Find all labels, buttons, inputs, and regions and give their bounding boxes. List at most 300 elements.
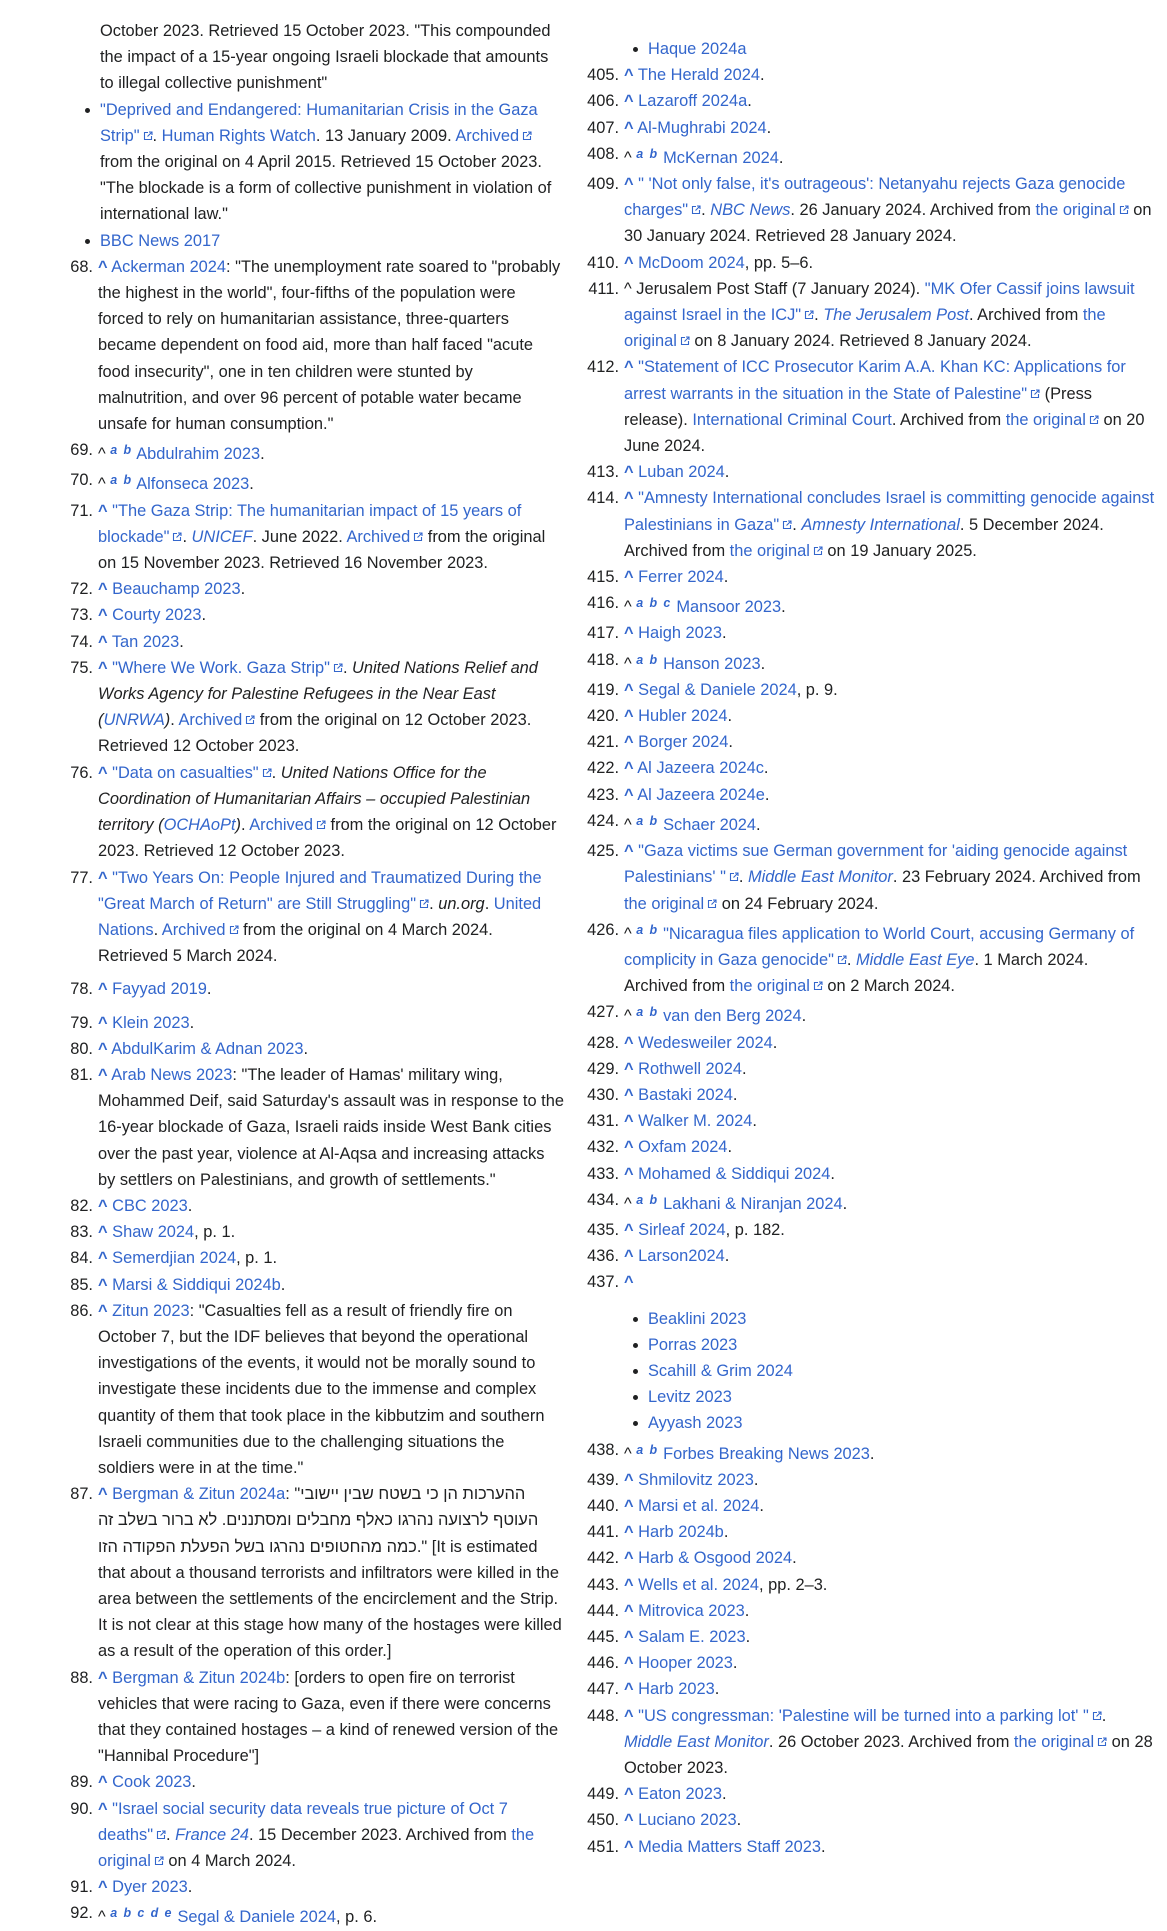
backlink-caret[interactable]: ^ [98, 257, 108, 276]
backlink-caret[interactable]: ^ [98, 1039, 108, 1058]
citation-text: . [772, 1033, 778, 1052]
backlink-caret[interactable]: ^ [624, 707, 634, 726]
citation-link[interactable]: Haque 2024a [648, 40, 747, 58]
backlink-caret[interactable]: ^ [624, 1601, 634, 1620]
citation-link[interactable]: Harb & Osgood 2024 [638, 1549, 793, 1568]
citation-link[interactable]: Wells et al. 2024 [638, 1575, 760, 1594]
citation-link[interactable]: Ayyash 2023 [648, 1414, 743, 1433]
citation-link[interactable]: Archived [178, 711, 243, 730]
citation-link[interactable]: Middle East Eye [856, 950, 975, 969]
citation-link[interactable]: the original [1005, 410, 1086, 429]
citation-link[interactable]: Archived [455, 126, 520, 145]
backlink-letters[interactable]: a b [636, 1005, 659, 1020]
backlink-caret[interactable]: ^ [98, 1908, 106, 1927]
backlink-caret[interactable]: ^ [624, 1220, 634, 1239]
citation-text: . [271, 763, 281, 782]
backlink-caret[interactable]: ^ [98, 580, 108, 599]
citation-text: . [179, 632, 184, 651]
citation-text: . [778, 148, 784, 167]
citation-link[interactable]: Klein 2023 [112, 1013, 190, 1032]
citation-link[interactable]: Arab News 2023 [111, 1065, 233, 1084]
citation-link[interactable]: Abdulrahim 2023 [136, 445, 261, 464]
citation-text: . 13 January 2009. [315, 126, 456, 145]
reference-number: 420. [587, 707, 619, 726]
citation-link[interactable]: Salam E. 2023 [638, 1627, 746, 1646]
backlink-caret[interactable]: ^ [98, 1301, 108, 1320]
backlink-caret[interactable]: ^ [98, 445, 106, 464]
citation-text: from the original on 12 October 2023. Retrieved 12 October 2023. [98, 816, 557, 861]
citation-link[interactable]: "Amnesty International concludes Israel is committing genocide against Palestinians in Gaza" [624, 489, 1155, 534]
citation-link[interactable]: Mansoor 2023 [676, 598, 782, 617]
reference-number: 85. [70, 1275, 93, 1294]
citation-link[interactable]: Harb 2024b [638, 1523, 724, 1542]
citation-text: . [722, 1785, 727, 1804]
citation-link[interactable]: Shmilovitz 2023 [638, 1470, 754, 1489]
citation-text: . [166, 1825, 176, 1844]
citation-link[interactable]: Segal & Daniele 2024 [638, 680, 797, 699]
backlink-caret[interactable]: ^ [624, 598, 632, 617]
backlink-caret[interactable]: ^ [624, 1059, 634, 1078]
citation-link[interactable]: The Jerusalem Post [823, 306, 969, 325]
reference-item [580, 620, 1155, 646]
citation-text: on 8 January 2024. Retrieved 8 January 2024. [689, 332, 1032, 351]
citation-text: . [756, 815, 761, 834]
citation-link[interactable]: Wedesweiler 2024 [638, 1033, 773, 1052]
citation-link[interactable]: Ackerman 2024 [111, 257, 227, 276]
external-link-icon [813, 981, 823, 991]
citation-link[interactable]: Shaw 2024 [112, 1223, 195, 1242]
backlink-letters[interactable]: a b [636, 146, 659, 161]
backlink-letters[interactable]: a b [636, 1192, 659, 1207]
backlink-caret[interactable]: ^ [624, 1654, 634, 1673]
citation-link[interactable]: Media Matters Staff 2023 [638, 1837, 821, 1856]
external-link-icon [804, 310, 814, 320]
reference-item [0, 1796, 565, 1875]
backlink-letters[interactable]: a b [636, 1442, 659, 1457]
citation-link[interactable]: "Israel social security data reveals true picture of Oct 7 deaths" [98, 1799, 508, 1844]
citation-link[interactable]: Bergman & Zitun 2024a [112, 1485, 286, 1504]
backlink-caret[interactable]: ^ [98, 763, 108, 782]
backlink-caret[interactable]: ^ [98, 1799, 108, 1818]
citation-link[interactable]: The Herald 2024 [637, 66, 760, 85]
citation-link[interactable]: United Nations [98, 894, 542, 939]
reference-number: 431. [587, 1112, 619, 1131]
backlink-caret[interactable]: ^ [624, 654, 632, 673]
external-link-icon [143, 131, 153, 141]
backlink-caret[interactable]: ^ [624, 1273, 634, 1292]
citation-link[interactable]: "Deprived and Endangered: Humanitarian Crisis in the Gaza Strip" [100, 100, 538, 145]
citation-link[interactable]: "Gaza victims sue German government for 'aiding genocide against Palestinians' " [624, 842, 1128, 887]
reference-item [580, 459, 1155, 485]
reference-item [580, 590, 1155, 620]
citation-text: . [760, 654, 766, 673]
citation-text: . [728, 733, 733, 752]
backlink-caret[interactable]: ^ [624, 148, 632, 167]
citation-link[interactable]: Harb 2023 [638, 1680, 715, 1699]
references-column-left [0, 18, 565, 1931]
reference-number: 77. [70, 868, 93, 887]
backlink-caret[interactable]: ^ [624, 92, 634, 111]
backlink-caret[interactable]: ^ [98, 1223, 108, 1242]
reference-number: 91. [70, 1878, 93, 1897]
citation-link[interactable]: NBC News [710, 201, 791, 220]
backlink-caret[interactable]: ^ [624, 1007, 632, 1026]
citation-link[interactable]: Human Rights Watch [161, 126, 316, 145]
backlink-caret[interactable]: ^ [624, 1112, 634, 1131]
reference-number: 427. [587, 1003, 619, 1022]
citation-link[interactable]: Borger 2024 [638, 733, 729, 752]
backlink-caret[interactable]: ^ [624, 118, 634, 137]
citation-text: . [744, 1601, 750, 1620]
backlink-caret[interactable]: ^ [98, 1773, 108, 1792]
backlink-letters[interactable]: a b [110, 473, 133, 488]
citation-text: . [723, 568, 729, 587]
reference-number: 439. [587, 1470, 619, 1489]
citation-link[interactable]: Bergman & Zitun 2024b [112, 1668, 286, 1687]
citation-text: on 30 January 2024. Retrieved 28 January 2024. [624, 201, 1152, 246]
citation-link[interactable]: the original [624, 894, 705, 913]
backlink-caret[interactable]: ^ [624, 785, 634, 804]
citation-link[interactable]: Sirleaf 2024 [638, 1220, 726, 1239]
citation-text: . [792, 515, 802, 534]
reference-number: 430. [587, 1085, 619, 1104]
citation-link[interactable]: Luban 2024 [638, 463, 725, 482]
backlink-caret[interactable]: ^ [624, 815, 632, 834]
backlink-letters[interactable]: a b [636, 652, 659, 667]
backlink-caret[interactable]: ^ [624, 1627, 634, 1646]
reference-number: 444. [587, 1601, 619, 1620]
list-item [648, 1358, 1155, 1384]
citation-link[interactable]: "Nicaragua files application to World Court, accusing Germany of complicity in Gaza genocide" [624, 924, 1135, 969]
reference-item [580, 808, 1155, 838]
references-column-right [580, 36, 1155, 1860]
reference-number: 443. [587, 1575, 619, 1594]
backlink-caret[interactable]: ^ [624, 624, 634, 643]
reference-item [0, 1219, 565, 1245]
backlink-caret[interactable]: ^ [624, 1194, 632, 1213]
citation-link[interactable]: Archived [161, 920, 226, 939]
citation-link[interactable]: "Two Years On: People Injured and Traumatized During the "Great March of Return" are Still Struggling" [98, 868, 542, 913]
citation-link[interactable]: Lakhani & Niranjan 2024 [663, 1194, 843, 1213]
backlink-caret[interactable]: ^ [98, 868, 108, 887]
reference-item [0, 1665, 565, 1770]
citation-text: . [738, 868, 748, 887]
reference-continuation [580, 36, 1155, 62]
citation-link[interactable]: van den Berg 2024 [663, 1007, 802, 1026]
citation-link[interactable]: BBC News 2017 [100, 231, 221, 250]
reference-item [580, 1703, 1155, 1782]
citation-link[interactable]: Tan 2023 [111, 632, 180, 651]
citation-text: . [759, 1496, 764, 1515]
citation-text: . [187, 1196, 193, 1215]
external-link-icon [1119, 205, 1129, 215]
citation-text: . [191, 1773, 196, 1792]
reference-item [0, 1010, 565, 1036]
citation-text: . [701, 201, 711, 220]
reference-item [580, 647, 1155, 677]
citation-link[interactable]: Al-Mughrabi 2024 [637, 118, 767, 137]
citation-text: . [869, 1444, 875, 1463]
citation-link[interactable]: Hubler 2024 [638, 707, 728, 726]
reference-number: 83. [70, 1223, 93, 1242]
citation-link[interactable]: Amnesty International [801, 515, 960, 534]
backlink-letters[interactable]: a b [636, 922, 659, 937]
citation-link[interactable]: the original [624, 306, 1106, 351]
citation-text: . [714, 1680, 720, 1699]
external-link-icon [680, 336, 690, 346]
citation-link[interactable]: Oxfam 2024 [638, 1138, 728, 1157]
reference-number: 416. [587, 594, 619, 613]
citation-link[interactable]: Courty 2023 [112, 606, 202, 625]
reference-item [580, 171, 1155, 250]
citation-text: . [240, 580, 246, 599]
backlink-letters[interactable]: a b [110, 443, 133, 458]
citation-link[interactable]: France 24 [175, 1825, 249, 1844]
reference-item [0, 498, 565, 577]
citation-link[interactable]: the original [729, 977, 810, 996]
citation-link[interactable]: the original [1035, 201, 1116, 220]
citation-link[interactable]: Archived [346, 527, 411, 546]
reference-number: 414. [587, 489, 619, 508]
citation-text: . [830, 1164, 835, 1183]
backlink-caret[interactable]: ^ [624, 463, 634, 482]
backlink-letters[interactable]: a b c [636, 596, 672, 611]
citation-link[interactable]: Al Jazeera 2024c [637, 759, 764, 778]
citation-link[interactable]: Archived [249, 816, 313, 835]
citation-text: . June 2022. [252, 527, 347, 546]
citation-link[interactable]: "Statement of ICC Prosecutor Karim A.A. Khan KC: Applications for arrest warrants in the situation in the State of Palestine" [624, 358, 1126, 403]
reference-item [0, 1900, 565, 1930]
backlink-caret[interactable]: ^ [624, 1247, 634, 1266]
reference-number: 78. [70, 980, 93, 999]
reference-number: 425. [587, 842, 619, 861]
citation-link[interactable]: Mitrovica 2023 [638, 1601, 745, 1620]
backlink-caret[interactable]: ^ [98, 501, 108, 520]
citation-text: . [747, 92, 752, 111]
backlink-caret[interactable]: ^ [624, 358, 634, 377]
citation-link[interactable]: Hooper 2023 [638, 1654, 733, 1673]
backlink-caret[interactable]: ^ [98, 658, 108, 677]
backlink-caret[interactable]: ^ [624, 1575, 634, 1594]
citation-text: . [742, 1059, 747, 1078]
reference-number: 410. [587, 253, 619, 272]
backlink-caret[interactable]: ^ [98, 1275, 108, 1294]
backlink-caret[interactable]: ^ [624, 680, 634, 699]
citation-link[interactable]: " 'Not only false, it's outrageous': Netanyahu rejects Gaza genocide charges" [624, 175, 1126, 220]
citation-link[interactable]: Segal & Daniele 2024 [177, 1908, 337, 1927]
reference-number: 448. [587, 1706, 619, 1725]
external-link-icon [333, 663, 343, 673]
citation-link[interactable]: UNICEF [191, 527, 253, 546]
external-link-icon [156, 1830, 166, 1840]
backlink-caret[interactable]: ^ [98, 1668, 108, 1687]
reference-item [580, 782, 1155, 808]
citation-link[interactable]: Schaer 2024 [663, 815, 757, 834]
backlink-caret[interactable]: ^ [624, 1837, 634, 1856]
backlink-caret[interactable]: ^ [624, 1811, 634, 1830]
citation-link[interactable]: Alfonseca 2023 [136, 475, 250, 494]
citation-link[interactable]: McDoom 2024 [638, 253, 745, 272]
backlink-caret[interactable]: ^ [624, 1033, 634, 1052]
backlink-caret[interactable]: ^ [624, 1470, 634, 1489]
citation-link[interactable]: Levitz 2023 [648, 1388, 732, 1407]
reference-item [0, 1245, 565, 1271]
citation-link[interactable]: AbdulKarim & Adnan 2023 [111, 1039, 304, 1058]
citation-link[interactable]: Middle East Monitor [748, 868, 893, 887]
citation-link[interactable]: McKernan 2024 [663, 148, 779, 167]
citation-text: . [249, 475, 254, 494]
reference-item [580, 1217, 1155, 1243]
backlink-caret[interactable]: ^ [624, 1085, 634, 1104]
backlink-caret[interactable]: ^ [98, 1196, 108, 1215]
citation-link[interactable]: Walker M. 2024 [638, 1112, 753, 1131]
backlink-caret[interactable]: ^ [98, 475, 106, 494]
reference-number: 406. [587, 92, 619, 111]
citation-link[interactable]: Mohamed & Siddiqui 2024 [638, 1164, 831, 1183]
citation-text: . 26 October 2023. Archived from [768, 1732, 1014, 1751]
external-link-icon [413, 532, 423, 542]
citation-text: Jerusalem Post Staff (7 January 2024). [631, 279, 925, 298]
citation-link[interactable]: Semerdjian 2024 [112, 1249, 237, 1268]
citation-link[interactable]: Luciano 2023 [638, 1811, 737, 1830]
backlink-caret[interactable]: ^ [98, 980, 108, 999]
backlink-caret[interactable]: ^ [624, 1706, 634, 1725]
reference-item [580, 1624, 1155, 1650]
citation-link[interactable]: International Criminal Court [692, 410, 892, 429]
backlink-letters[interactable]: a b [636, 813, 659, 828]
citation-link[interactable]: Larson2024 [638, 1247, 725, 1266]
backlink-caret[interactable]: ^ [624, 1164, 634, 1183]
backlink-caret[interactable]: ^ [624, 253, 634, 272]
backlink-caret[interactable]: ^ [624, 66, 634, 85]
list-item [648, 1410, 1155, 1436]
citation-link[interactable]: the original [1013, 1732, 1095, 1751]
citation-link[interactable]: Scahill & Grim 2024 [648, 1361, 793, 1380]
backlink-caret[interactable]: ^ [624, 733, 634, 752]
citation-text: . [759, 66, 765, 85]
backlink-caret[interactable]: ^ [98, 1013, 108, 1032]
citation-link[interactable]: Beauchamp 2023 [112, 580, 241, 599]
reference-number: 405. [587, 66, 619, 85]
citation-text: ) [235, 816, 242, 835]
citation-link[interactable]: Marsi et al. 2024 [638, 1496, 760, 1515]
citation-text: ) [164, 711, 171, 730]
backlink-letters[interactable]: a b c d e [110, 1906, 173, 1921]
backlink-caret[interactable]: ^ [624, 759, 634, 778]
backlink-caret[interactable]: ^ [624, 489, 634, 508]
reference-number: 426. [587, 920, 619, 939]
backlink-caret[interactable]: ^ [624, 1523, 634, 1542]
external-link-icon [691, 205, 701, 215]
citation-link[interactable]: "The Gaza Strip: The humanitarian impact of 15 years of blockade" [98, 501, 522, 546]
citation-link[interactable]: Bastaki 2024 [638, 1085, 733, 1104]
backlink-caret[interactable]: ^ [624, 924, 632, 943]
backlink-caret[interactable]: ^ [624, 1496, 634, 1515]
citation-link[interactable]: "MK Ofer Cassif joins lawsuit against Israel in the ICJ" [624, 279, 1135, 325]
citation-text: . [752, 1112, 757, 1131]
reference-number: 438. [587, 1440, 619, 1459]
reference-number: 412. [587, 358, 619, 377]
backlink-caret[interactable]: ^ [624, 1785, 634, 1804]
backlink-caret[interactable]: ^ [624, 1444, 632, 1463]
backlink-caret[interactable]: ^ [624, 568, 634, 587]
citation-link[interactable]: Marsi & Siddiqui 2024b [112, 1275, 281, 1294]
backlink-caret[interactable]: ^ [98, 606, 108, 625]
citation-text: , pp. 5–6. [744, 253, 814, 272]
backlink-caret[interactable]: ^ [98, 1485, 108, 1504]
citation-link[interactable]: CBC 2023 [112, 1196, 188, 1215]
citation-link[interactable]: Porras 2023 [648, 1335, 738, 1354]
reference-number: 407. [587, 118, 619, 137]
backlink-caret[interactable]: ^ [624, 279, 632, 298]
citation-link[interactable]: Al Jazeera 2024e [637, 785, 765, 804]
reference-number: 437. [587, 1273, 619, 1292]
backlink-caret[interactable]: ^ [624, 842, 634, 861]
citation-link[interactable]: "US congressman: 'Palestine will be turned into a parking lot' " [638, 1706, 1089, 1725]
backlink-caret[interactable]: ^ [98, 632, 108, 651]
citation-link[interactable]: Middle East Monitor [624, 1732, 769, 1751]
citation-text: . [303, 1039, 309, 1058]
reference-item [580, 115, 1155, 141]
citation-link[interactable]: "Data on casualties" [112, 763, 259, 782]
backlink-caret[interactable]: ^ [98, 1249, 108, 1268]
citation-link[interactable]: Cook 2023 [112, 1773, 192, 1792]
backlink-caret[interactable]: ^ [624, 1549, 634, 1568]
backlink-caret[interactable]: ^ [98, 1878, 108, 1897]
reference-item [0, 602, 565, 628]
citation-link[interactable]: the original [729, 541, 810, 560]
citation-link[interactable]: Rothwell 2024 [638, 1059, 743, 1078]
reference-number: 69. [70, 441, 93, 460]
list-item [100, 97, 565, 228]
citation-link[interactable]: UNRWA [103, 711, 165, 730]
reference-item [580, 1030, 1155, 1056]
citation-link[interactable]: Forbes Breaking News 2023 [663, 1444, 870, 1463]
citation-link[interactable]: Haigh 2023 [638, 624, 722, 643]
external-link-icon [1030, 389, 1040, 399]
citation-link[interactable]: Dyer 2023 [112, 1878, 188, 1897]
reference-list [580, 36, 1155, 1860]
reference-number: 76. [70, 763, 93, 782]
reference-number: 72. [70, 580, 93, 599]
citation-link[interactable]: Eaton 2023 [638, 1785, 722, 1804]
citation-link[interactable]: Beaklini 2023 [648, 1309, 747, 1328]
backlink-caret[interactable]: ^ [624, 175, 634, 194]
backlink-caret[interactable]: ^ [624, 1138, 634, 1157]
citation-text: from the original on 4 April 2015. Retrieved 15 October 2023. "The blockade is a form of collective punishment in violation of international law." [100, 153, 552, 224]
sub-citation-list [648, 36, 1155, 62]
citation-text: . 26 January 2024. Archived from [790, 201, 1036, 220]
reference-item [580, 1161, 1155, 1187]
citation-link[interactable]: OCHAoPt [163, 816, 236, 835]
backlink-caret[interactable]: ^ [624, 1680, 634, 1699]
reference-item [580, 564, 1155, 590]
citation-link[interactable]: Fayyad 2019 [112, 980, 207, 999]
citation-link[interactable]: Lazaroff 2024a [638, 92, 748, 111]
citation-link[interactable]: the original [98, 1825, 535, 1871]
reference-item [0, 865, 565, 970]
reference-item [580, 1187, 1155, 1217]
citation-link[interactable]: Ferrer 2024 [638, 568, 724, 587]
reference-number: 447. [587, 1680, 619, 1699]
citation-link[interactable]: Zitun 2023 [112, 1301, 190, 1320]
citation-link[interactable]: Hanson 2023 [663, 654, 761, 673]
citation-text: on 2 March 2024. [822, 977, 955, 996]
reference-number: 451. [587, 1837, 619, 1856]
backlink-caret[interactable]: ^ [98, 1065, 108, 1084]
citation-link[interactable]: "Where We Work. Gaza Strip" [112, 658, 330, 677]
citation-text: . 5 December 2024. Archived from [624, 515, 1104, 560]
